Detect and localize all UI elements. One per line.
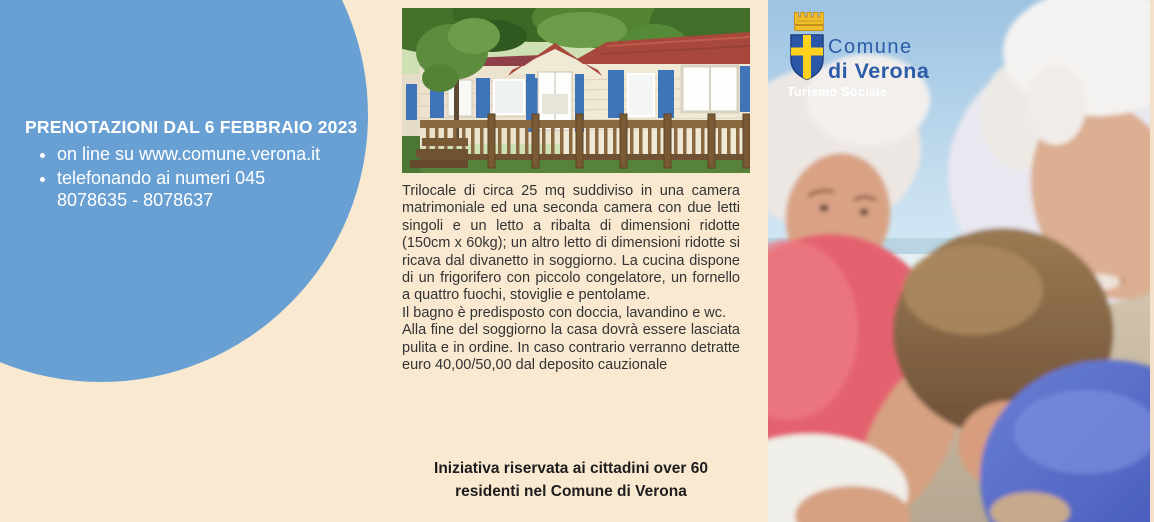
comune-verona-logo [786, 10, 961, 102]
description-text [402, 183, 740, 374]
description-paragraph-2: Il bagno è predisposto con doccia, lavandino e wc. [402, 304, 727, 321]
footer-note-line2: residenti nel Comune di Verona [455, 483, 687, 500]
footer-note-line1: Iniziativa riservata ai cittadini over 60 [434, 460, 708, 477]
footer-note [402, 457, 740, 503]
mobile-homes-illustration [402, 8, 750, 173]
booking-panel [25, 117, 363, 213]
logo-subtitle: Turismo Sociale [787, 85, 888, 99]
mobile-homes-photo [402, 8, 750, 173]
right-edge-strip [1150, 0, 1154, 522]
description-paragraph-3: Alla fine del soggiorno la casa dovrà essere lasciata pulita e in ordine. In caso contrario verranno detratte euro 40,00/50,00 dal deposito cauzionale [402, 322, 740, 374]
crown-icon [794, 12, 824, 32]
booking-heading: PRENOTAZIONI DAL 6 FEBBRAIO 2023 [25, 117, 358, 137]
logo-line1: Comune [828, 36, 913, 58]
description-paragraph-1: Trilocale di circa 25 mq suddiviso in una camera matrimoniale ed una seconda camera con due letti singoli e un letto a ribalta di dimensioni ridotte (150cm x 60kg); un altro letto di dimensioni ridotte si ricava dal divanetto in soggiorno. La cucina dispone di un frigorifero con piccolo congelatore, un fornello a quattro fuochi, stoviglie e pentolame. [402, 183, 740, 304]
booking-item-online-text: on line su www.comune.verona.it [57, 144, 321, 164]
booking-list [25, 143, 363, 211]
verona-shield-icon [790, 34, 824, 81]
booking-item-phone-line2: 8078635 - 8078637 [57, 190, 214, 210]
booking-item-online [57, 143, 363, 165]
booking-item-phone [57, 167, 363, 211]
booking-item-phone-line1: • telefonando ai numeri 045 [57, 168, 266, 188]
logo-line2: di Verona [828, 59, 930, 83]
